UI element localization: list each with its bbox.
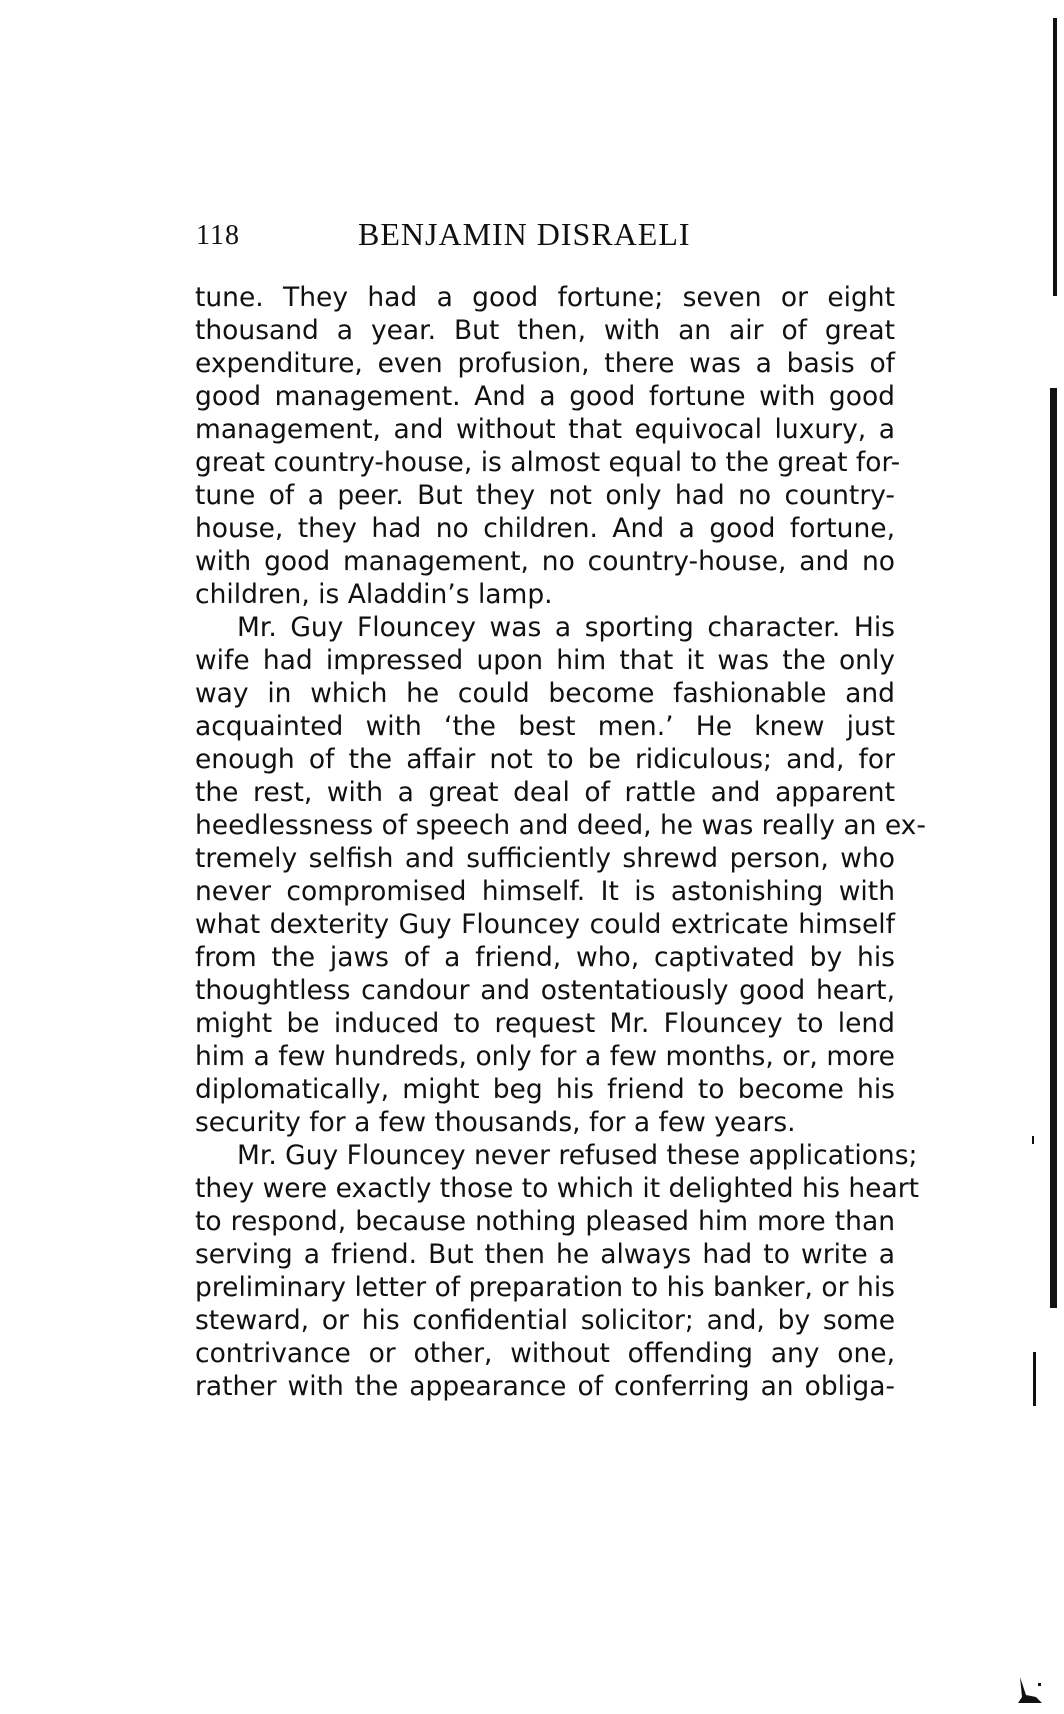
text-line: diplomatically, might beg his friend to become his [195,1074,895,1105]
text-line: steward, or his confidential solicitor; and, by some [195,1305,895,1336]
text-line: thoughtless candour and ostentatiously good heart, [195,975,895,1006]
text-line: good management. And a good fortune with good [195,381,895,412]
text-line: children, is Aladdin’s lamp. [195,579,553,610]
text-line: way in which he could become fashionable and [195,678,895,709]
text-line: rather with the appearance of conferring an obliga- [195,1371,895,1402]
paragraph [195,1139,919,1403]
paragraph [195,611,926,1139]
paragraph [195,281,901,611]
text-line: thousand a year. But then, with an air of great [195,315,895,346]
text-line: management, and without that equivocal luxury, a [195,414,895,445]
text-line: him a few hundreds, only for a few months, or, more [195,1041,895,1072]
text-line: Mr. Guy Flouncey was a sporting character. His [237,612,895,643]
text-line: Mr. Guy Flouncey never refused these applications; [237,1140,918,1171]
binding-edge-tick [1032,1136,1034,1144]
text-line: heedlessness of speech and deed, he was really an ex- [195,810,926,841]
running-head [196,214,896,258]
binding-edge-lower [1033,1352,1036,1406]
page-number: 118 [196,220,240,251]
text-line: enough of the affair not to be ridiculous; and, for [195,744,895,775]
text-line: acquainted with ‘the best men.’ He knew just [195,711,895,742]
body-text [195,281,926,1403]
text-line: tune of a peer. But they not only had no country- [195,480,895,511]
text-line: what dexterity Guy Flouncey could extricate himself [195,909,895,940]
text-line: preliminary letter of preparation to his banker, or his [195,1272,895,1303]
text-line: wife had impressed upon him that it was the only [195,645,895,676]
text-line: tune. They had a good fortune; seven or eight [195,282,895,313]
text-line: great country-house, is almost equal to the great for- [195,447,901,478]
text-line: serving a friend. But then he always had to write a [195,1239,895,1270]
binding-edge-middle [1050,388,1057,1308]
text-line: to respond, because nothing pleased him more than [195,1206,895,1237]
text-line: never compromised himself. It is astonishing with [195,876,895,907]
binding-edge-top [1053,18,1057,296]
text-line: security for a few thousands, for a few years. [195,1107,796,1138]
book-title: BENJAMIN DISRAELI [358,216,691,252]
text-line: they were exactly those to which it delighted his heart [195,1173,919,1204]
text-line: tremely selfish and sufficiently shrewd person, who [195,843,895,874]
text-line: contrivance or other, without offending any one, [195,1338,895,1369]
text-line: the rest, with a great deal of rattle and apparent [195,777,895,808]
text-line: from the jaws of a friend, who, captivated by his [195,942,895,973]
text-line: expenditure, even profusion, there was a basis of [195,348,895,379]
text-line: with good management, no country-house, and no [195,546,895,577]
text-line: might be induced to request Mr. Flouncey to lend [195,1008,895,1039]
scan-corner-mark [1016,1675,1044,1705]
text-line: house, they had no children. And a good fortune, [195,513,895,544]
